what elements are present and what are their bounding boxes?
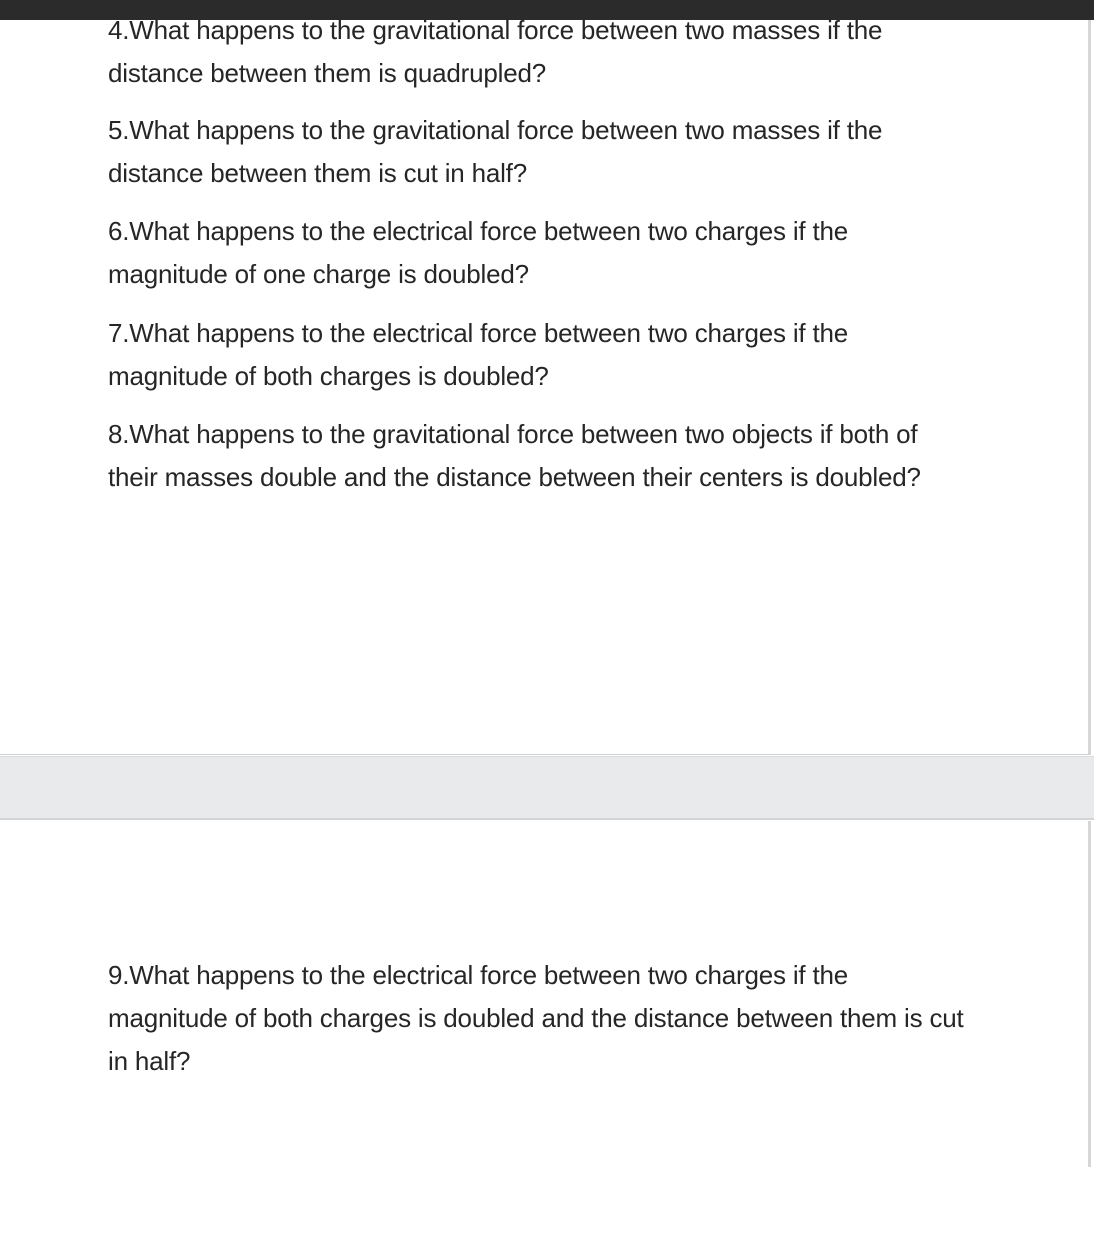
- question-5: 5.What happens to the gravitational force between two masses if the distance between them is cut in half?: [108, 115, 883, 188]
- question-9: 9.What happens to the electrical force between two charges if the magnitude of both charges is doubled and the distance between them is cut in half?: [108, 960, 964, 1076]
- document-page-2: [0, 821, 1091, 1167]
- question-7: 7.What happens to the electrical force between two charges if the magnitude of both charges is doubled?: [108, 318, 848, 391]
- question-4: 4.What happens to the gravitational force between two masses if the distance between them is quadrupled?: [108, 20, 883, 88]
- page-separator: [0, 756, 1094, 820]
- question-6: 6.What happens to the electrical force between two charges if the magnitude of one charge is doubled?: [108, 216, 848, 289]
- question-8: 8.What happens to the gravitational force between two objects if both of their masses double and the distance between their centers is doubled?: [108, 419, 921, 492]
- top-toolbar-strip: [0, 0, 1094, 20]
- document-page-1: [0, 20, 1091, 755]
